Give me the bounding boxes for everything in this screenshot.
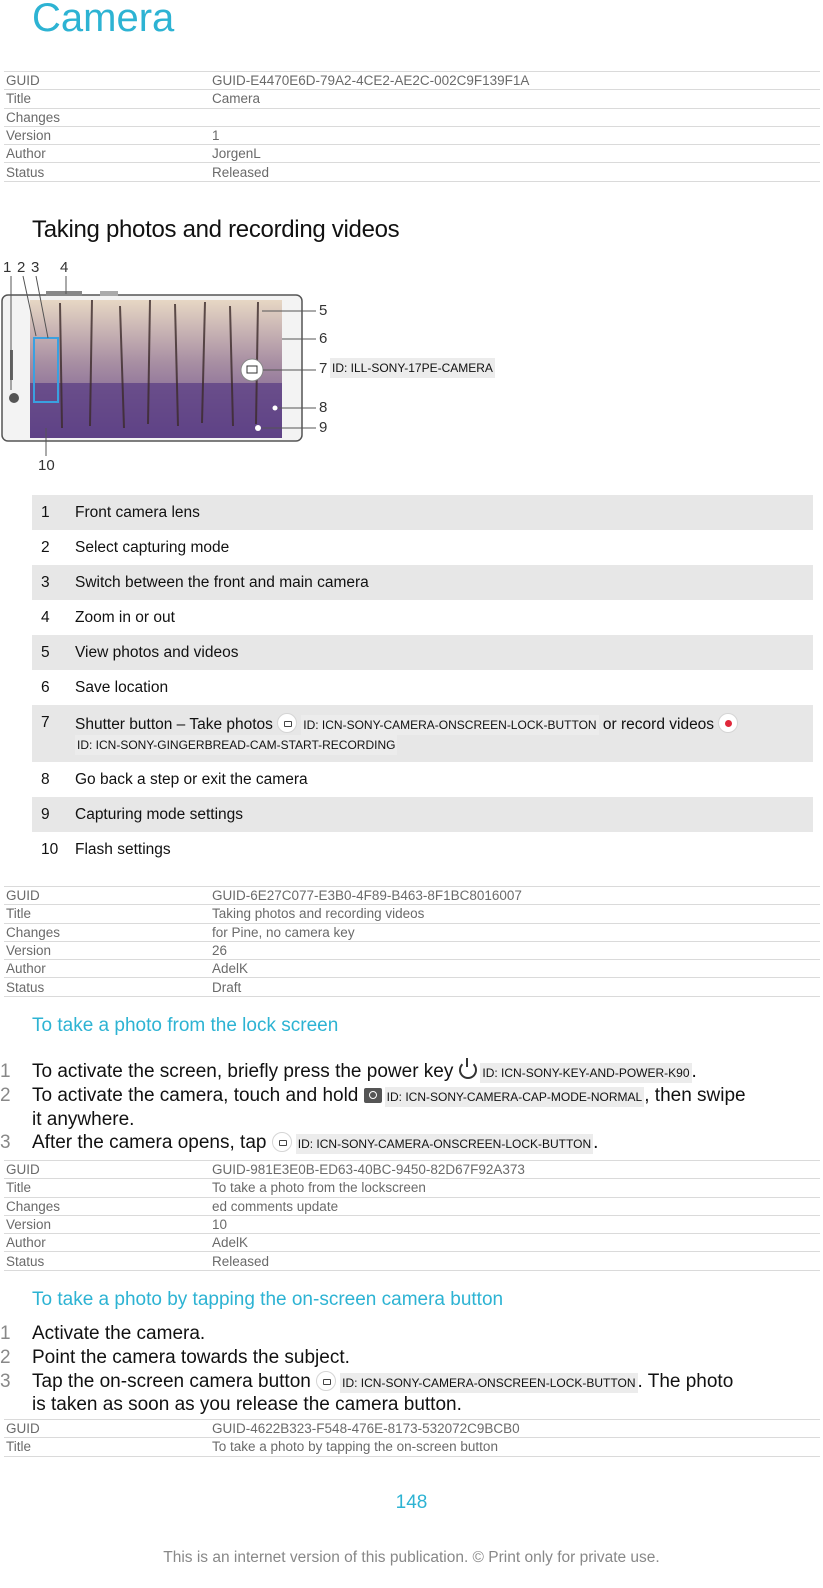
callout-number: 3 (31, 259, 40, 276)
legend-text: View photos and videos (75, 635, 813, 670)
callout-number: 5 (319, 302, 328, 319)
meta-key: Changes (4, 108, 210, 126)
step-text: To activate the screen, briefly press the power key (32, 1061, 454, 1082)
meta-key: Title (4, 90, 210, 108)
legend-row (32, 600, 813, 635)
meta-key: Title (4, 905, 210, 923)
meta-row (4, 1420, 820, 1438)
step-text: To activate the camera, touch and hold (32, 1084, 359, 1106)
callout-number: 10 (38, 457, 55, 474)
step-item (0, 1346, 752, 1370)
meta-value: GUID-4622B323-F548-476E-8173-532072C9BCB0 (210, 1420, 820, 1438)
meta-key: Status (4, 163, 210, 181)
meta-key: Author (4, 960, 210, 978)
legend-text: Go back a step or exit the camera (75, 771, 308, 788)
legend-table (32, 495, 813, 867)
step-text: Point the camera towards the subject. (32, 1346, 350, 1368)
meta-row (4, 960, 820, 978)
meta-value: GUID-981E3E0B-ED63-40BC-9450-82D67F92A373 (210, 1161, 820, 1179)
meta-value: Released (210, 163, 820, 181)
meta-value: AdelK (210, 1234, 820, 1252)
meta-key: Version (4, 126, 210, 144)
meta-row (4, 90, 820, 108)
callout-number: 2 (17, 259, 26, 276)
step-number: 2 (0, 1084, 11, 1106)
meta-row (4, 941, 820, 959)
step-text: Tap the on-screen camera button (32, 1370, 311, 1392)
meta-value: Released (210, 1252, 820, 1270)
legend-number: 3 (32, 565, 75, 600)
legend-text: Flash settings (75, 841, 171, 858)
step-number: 1 (0, 1061, 11, 1082)
meta-row (4, 887, 820, 905)
camera-shutter-icon (272, 1132, 292, 1152)
meta-row (4, 978, 820, 996)
section-heading-onscreen-button: To take a photo by tapping the on-screen camera button (32, 1289, 504, 1310)
meta-value: GUID-6E27C077-E3B0-4F89-B463-8F1BC8016007 (210, 887, 820, 905)
meta-row (4, 1197, 820, 1215)
meta-key: Title (4, 1179, 210, 1197)
metadata-table-taking-photos (4, 886, 820, 997)
step-text: . (593, 1132, 599, 1154)
meta-row (4, 1179, 820, 1197)
meta-row (4, 1234, 820, 1252)
callout-number: 7 (319, 360, 328, 377)
meta-value: 1 (210, 126, 820, 144)
meta-value (210, 108, 820, 126)
legend-text: Select capturing mode (75, 539, 230, 556)
meta-value: JorgenL (210, 145, 820, 163)
step-item (0, 1131, 752, 1155)
meta-key: Changes (4, 923, 210, 941)
footer-notice: This is an internet version of this publication. © Print only for private use. (163, 1549, 660, 1566)
callout-number: 1 (3, 259, 12, 276)
step-number: 3 (0, 1370, 11, 1392)
icon-id: ID: ICN-SONY-CAMERA-ONSCREEN-LOCK-BUTTON (296, 1134, 593, 1154)
meta-key: Status (4, 978, 210, 996)
camera-shutter-icon (277, 713, 297, 733)
legend-number: 9 (32, 797, 75, 832)
meta-value: 26 (210, 941, 820, 959)
step-item (0, 1060, 752, 1084)
meta-value: To take a photo from the lockscreen (210, 1179, 820, 1197)
page-title: Camera (32, 0, 175, 40)
meta-value: for Pine, no camera key (210, 923, 820, 941)
meta-value: To take a photo by tapping the on-screen button (210, 1438, 820, 1456)
camera-shutter-icon (316, 1371, 336, 1391)
meta-key: Changes (4, 1197, 210, 1215)
legend-text: Switch between the front and main camera (75, 565, 813, 600)
legend-row (32, 705, 813, 762)
meta-key: GUID (4, 72, 210, 90)
legend-row (32, 530, 813, 565)
legend-row (32, 762, 813, 797)
legend-number: 2 (41, 539, 50, 556)
legend-row (32, 670, 813, 705)
callout-number: 6 (319, 330, 328, 347)
meta-row (4, 1215, 820, 1233)
step-text: , then swipe it anywhere. (32, 1084, 746, 1130)
meta-key: GUID (4, 887, 210, 905)
legend-text: Front camera lens (75, 495, 813, 530)
metadata-table-camera (4, 71, 820, 182)
legend-text: Zoom in or out (75, 609, 175, 626)
legend-number: 5 (32, 635, 75, 670)
step-number: 3 (0, 1132, 11, 1154)
meta-value: ed comments update (210, 1197, 820, 1215)
metadata-table-onscreen-button (4, 1419, 820, 1457)
steps-lock-screen (0, 1060, 823, 1155)
step-text: . The photo is taken as soon as you release the camera button. (32, 1370, 734, 1416)
callout-number: 8 (319, 399, 328, 416)
meta-row (4, 108, 820, 126)
legend-number: 7 (32, 705, 75, 762)
meta-value: Draft (210, 978, 820, 996)
meta-row (4, 1252, 820, 1270)
step-item (0, 1084, 752, 1132)
meta-key: Version (4, 941, 210, 959)
legend-number: 4 (41, 609, 50, 626)
meta-value: GUID-E4470E6D-79A2-4CE2-AE2C-002C9F139F1A (210, 72, 820, 90)
legend-text: Save location (75, 679, 169, 696)
record-icon (718, 713, 738, 733)
meta-key: Status (4, 1252, 210, 1270)
icon-id: ID: ICN-SONY-KEY-AND-POWER-K90 (480, 1063, 691, 1083)
meta-row (4, 145, 820, 163)
steps-onscreen-button (0, 1322, 823, 1417)
legend-row (32, 832, 813, 867)
legend-text: Capturing mode settings (75, 797, 813, 832)
meta-row (4, 126, 820, 144)
meta-row (4, 923, 820, 941)
icon-id: ID: ICN-SONY-CAMERA-ONSCREEN-LOCK-BUTTON (340, 1373, 637, 1393)
meta-key: Version (4, 1215, 210, 1233)
page-number: 148 (395, 1492, 428, 1513)
meta-key: GUID (4, 1420, 210, 1438)
meta-row (4, 72, 820, 90)
meta-value: Camera (210, 90, 820, 108)
meta-key: Author (4, 1234, 210, 1252)
meta-value: AdelK (210, 960, 820, 978)
legend-row (32, 635, 813, 670)
legend-number: 6 (41, 679, 50, 696)
callout-number: 4 (60, 259, 69, 276)
metadata-table-lock-screen (4, 1160, 820, 1271)
step-item (0, 1370, 752, 1418)
legend-text-part: Shutter button – Take photos (75, 716, 273, 733)
step-number: 2 (0, 1346, 11, 1368)
meta-value: 10 (210, 1215, 820, 1233)
legend-text (75, 705, 813, 762)
meta-key: Author (4, 145, 210, 163)
icon-id: ID: ICN-SONY-GINGERBREAD-CAM-START-RECORDING (75, 735, 397, 755)
camera-icon (364, 1088, 382, 1103)
step-number: 1 (0, 1323, 11, 1344)
step-text: . (691, 1061, 697, 1082)
power-icon (459, 1061, 477, 1079)
illustration-id: ID: ILL-SONY-17PE-CAMERA (330, 358, 495, 378)
step-item (0, 1322, 752, 1346)
camera-illustration (0, 258, 520, 478)
section-heading-taking-photos: Taking photos and recording videos (32, 216, 400, 243)
legend-row (32, 565, 813, 600)
meta-row (4, 905, 820, 923)
section-heading-lock-screen: To take a photo from the lock screen (32, 1015, 339, 1036)
meta-row (4, 163, 820, 181)
meta-key: GUID (4, 1161, 210, 1179)
legend-number: 10 (41, 841, 59, 858)
legend-row (32, 495, 813, 530)
step-text: After the camera opens, tap (32, 1132, 267, 1154)
callout-number: 9 (319, 419, 328, 436)
icon-id: ID: ICN-SONY-CAMERA-CAP-MODE-NORMAL (385, 1087, 645, 1107)
icon-id: ID: ICN-SONY-CAMERA-ONSCREEN-LOCK-BUTTON (301, 715, 598, 735)
legend-number: 1 (32, 495, 75, 530)
step-text: Activate the camera. (32, 1323, 206, 1344)
meta-key: Title (4, 1438, 210, 1456)
meta-row (4, 1161, 820, 1179)
meta-row (4, 1438, 820, 1456)
legend-number: 8 (41, 771, 50, 788)
legend-row (32, 797, 813, 832)
meta-value: Taking photos and recording videos (210, 905, 820, 923)
legend-text-part: or record videos (602, 716, 715, 733)
